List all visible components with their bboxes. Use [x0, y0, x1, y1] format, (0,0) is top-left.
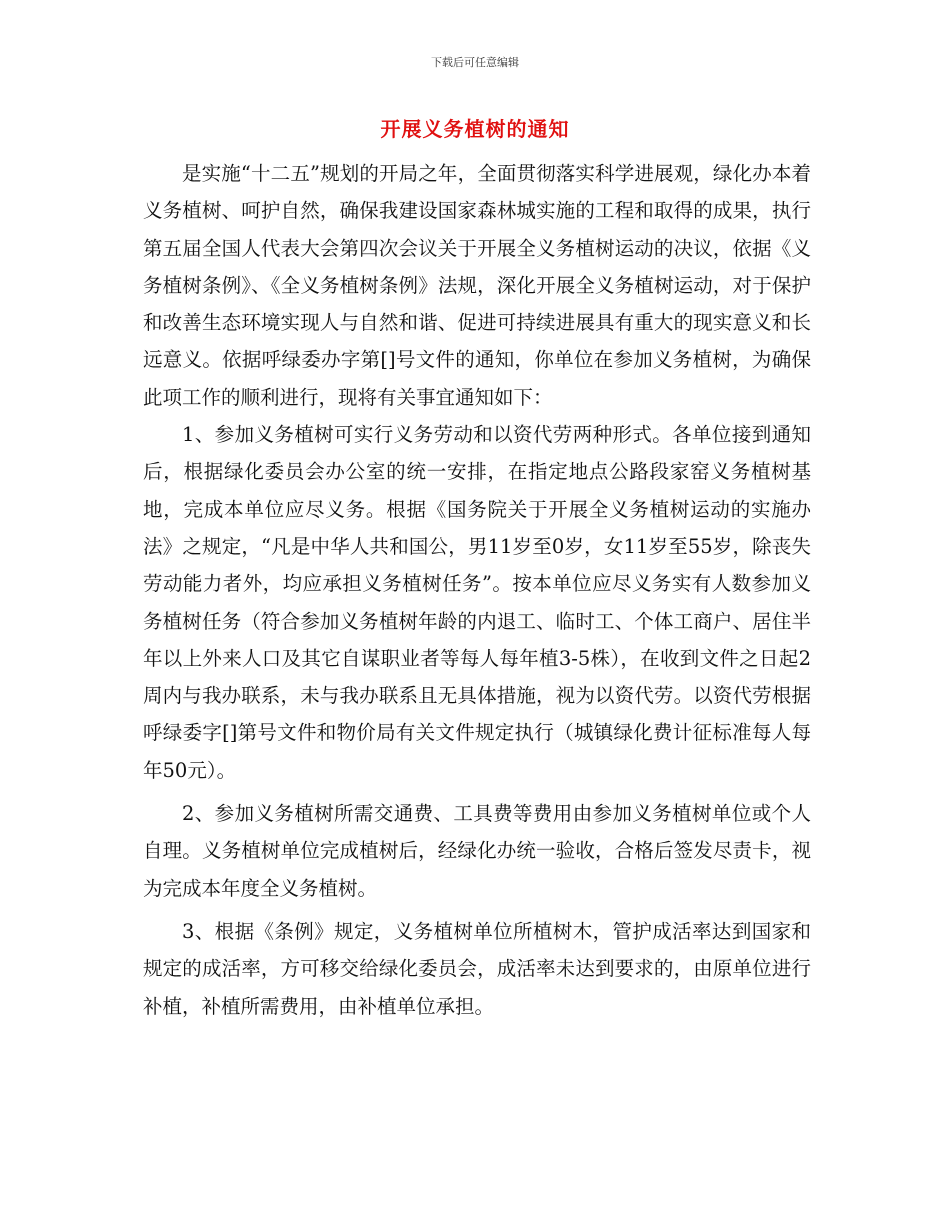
document-title: 开展义务植树的通知: [380, 117, 570, 141]
paragraph-item-2: 2、参加义务植树所需交通费、工具费等费用由参加义务植树单位或个人自理。义务植树单位完成植树后，经绿化办统一验收，合格后签发尽责卡，视为完成本年度全义务植树。: [143, 802, 811, 900]
paragraph-intro: 是实施“十二五”规划的开局之年，全面贯彻落实科学进展观，绿化办本着义务植树、呵护自然，确保我建设国家森林城实施的工程和取得的成果，执行第五届全国人代表大会第四次会议关于开展全义务植树运动的决议，依据《义务植树条例》、《全义务植树条例》法规，深化开展全义务植树运动，对于保护和改善生态环境实现人与自然和谐、促进可持续进展具有重大的现实意义和长远意义。依据呼绿委办字第[]号文件的通知，你单位在参加义务植树，为确保此项工作的顺利进行，现将有关事宜通知如下：: [143, 162, 811, 409]
paragraph-item-3: 3、根据《条例》规定，义务植树单位所植树木，管护成活率达到国家和规定的成活率，方可移交给绿化委员会，成活率未达到要求的，由原单位进行补植，补植所需费用，由补植单位承担。: [143, 919, 811, 1018]
header-note: 下载后可任意编辑: [431, 56, 519, 69]
paragraph-item-1: 1、参加义务植树可实行义务劳动和以资代劳两种形式。各单位接到通知后，根据绿化委员会办公室的统一安排，在指定地点公路段家窑义务植树基地，完成本单位应尽义务。根据《国务院关于开展全义务植树运动的实施办法》之规定，“凡是中华人共和国公，男11岁至0岁，女11岁至55岁，除丧失劳动能力者外，均应承担义务植树任务”。按本单位应尽义务实有人数参加义务植树任务（符合参加义务植树年龄的内退工、临时工、个体工商户、居住半年以上外来人口及其它自谋职业者等每人每年植3-5株），在收到文件之日起2周内与我办联系，未与我办联系且无具体措施，视为以资代劳。以资代劳根据呼绿委字[]第号文件和物价局有关文件规定执行（城镇绿化费计征标准每人每年50元）。: [143, 423, 811, 782]
document-body: [143, 155, 811, 1025]
